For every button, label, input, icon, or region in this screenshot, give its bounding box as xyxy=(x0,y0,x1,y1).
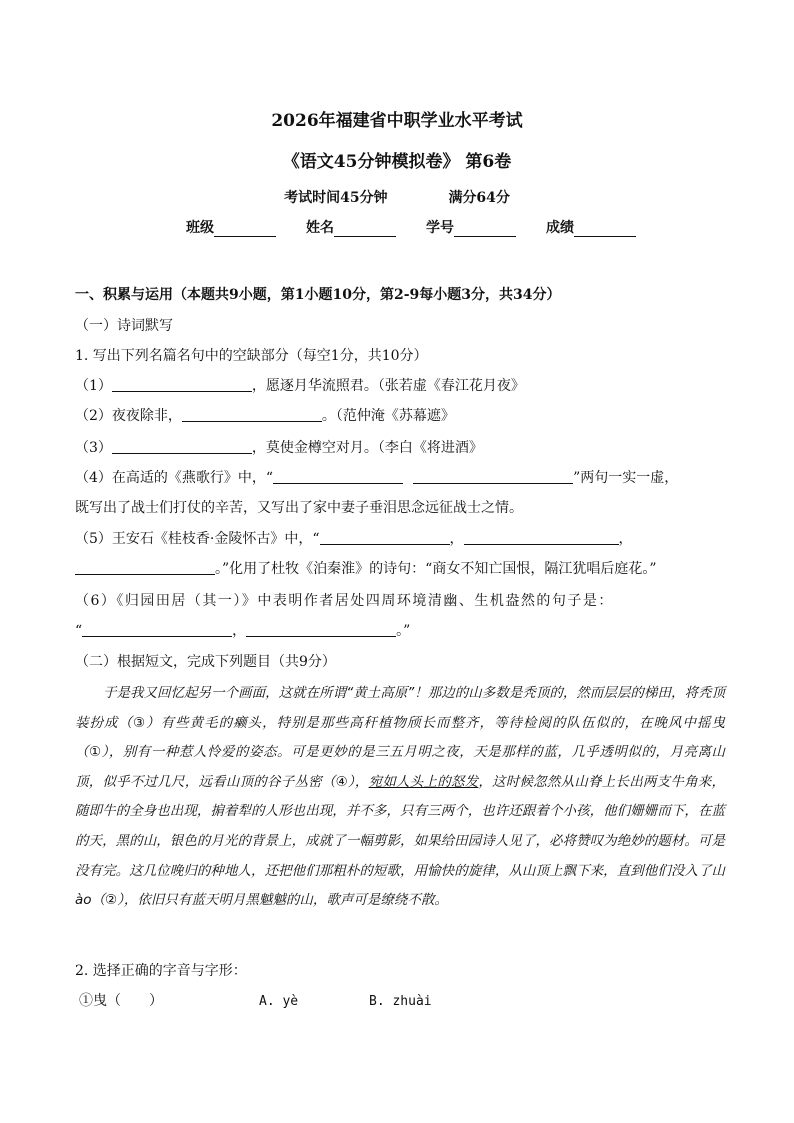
answer-blank[interactable] xyxy=(413,469,573,484)
answer-blank[interactable] xyxy=(75,560,215,575)
field-name[interactable] xyxy=(306,217,396,237)
question-2: 2. 选择正确的字音与字形： xyxy=(75,963,247,979)
item-4-line2: 既写出了战士们打仗的辛苦，又写出了家中妻子垂泪思念远征战士之情。 xyxy=(75,500,523,516)
answer-blank[interactable] xyxy=(112,439,252,454)
question-1: 1. 写出下列名篇名句中的空缺部分（每空1分，共10分） xyxy=(75,348,428,364)
field-score[interactable] xyxy=(546,217,636,237)
student-info-fields xyxy=(186,217,666,237)
item-text: ”两句一实一虚， xyxy=(573,470,679,486)
passage-text: ，这时候忽然从山脊上长出两支牛角来，随即牛的全身也出现，掮着犁的人形也出现，并不多，只有三两个，也许还跟着个小孩，他们姗姗而下，在蓝的天，黑的山，银色的月光的背景上，成就了一幅剪影，如果给田园诗人见了，必将赞叹为绝妙的题材。可是没有完。这几位晚归的种地人，还把他们那粗朴的短歌，用愉快的旋律，从山顶上飘下来，直到他们没入了山ào（②），依旧只有蓝天明月黑魆魆的山，歌声可是缭绕不散。 xyxy=(75,773,726,909)
field-student-id[interactable] xyxy=(426,217,516,237)
field-label: 学号 xyxy=(426,220,454,236)
item-3 xyxy=(75,437,735,457)
section-heading: 一、积累与运用（本题共9小题，第1小题10分，第2-9每小题3分，共34分） xyxy=(75,287,561,303)
item-text: ， xyxy=(449,531,464,547)
part1-heading: （一）诗词默写 xyxy=(75,318,173,334)
item-text: 。”化用了杜牧《泊秦淮》的诗句：“商女不知亡国恨，隔江犹唱后庭花。” xyxy=(215,561,657,577)
item-text: “ xyxy=(75,623,83,639)
fill-line xyxy=(574,220,636,237)
reading-passage xyxy=(75,679,725,916)
item-2 xyxy=(75,405,735,425)
exam-meta xyxy=(0,187,794,207)
answer-blank[interactable] xyxy=(182,407,322,422)
item-text: ，愿逐月华流照君。（张若虚《春江花月夜》 xyxy=(251,378,525,394)
exam-score-total: 满分64分 xyxy=(448,190,510,206)
item-6: （6）《归园田居（其一）》中表明作者居处四周环境清幽、生机盎然的句子是： xyxy=(75,593,614,609)
exam-time: 考试时间45分钟 xyxy=(284,190,388,206)
answer-blank[interactable] xyxy=(273,469,403,484)
exam-title: 2026年福建省中职学业水平考试 xyxy=(271,111,523,131)
exam-subtitle: 《语文45分钟模拟卷》 第6卷 xyxy=(282,152,512,172)
fill-line xyxy=(454,220,516,237)
field-label: 班级 xyxy=(186,220,214,236)
item-text: 。” xyxy=(396,623,411,639)
item-5-line2 xyxy=(75,558,735,578)
item-text: （2）夜夜除非， xyxy=(75,408,182,424)
item-text: ， xyxy=(232,623,247,639)
item-6-line2 xyxy=(75,620,735,640)
field-label: 成绩 xyxy=(546,220,574,236)
item-text: 。（范仲淹《苏幕遮》 xyxy=(321,408,455,424)
item-text: （4）在高适的《燕歌行》中，“ xyxy=(75,470,274,486)
passage-text: 于是我又回忆起另一个画面，这就在所谓“黄土高原”！那边的山多数是秃顶的，然而层层的梯田，将秃顶装扮成（③）有些黄毛的癞头，特别是那些高秆植物颀长而整齐，等待检阅的队伍似的，在晚风中摇曳（①），别有一种惹人怜爱的姿态。可是更妙的是三五月明之夜，天是那样的蓝，几乎透明似的，月亮离山顶，似乎不过几尺，远看山顶的谷子丛密（④）， xyxy=(75,685,725,790)
fill-line xyxy=(214,220,276,237)
item-text: （5）王安石《桂枝香·金陵怀古》中，“ xyxy=(75,531,320,547)
item-text: （3） xyxy=(75,440,112,456)
item-text: （1） xyxy=(75,378,112,394)
item-1 xyxy=(75,375,735,395)
passage-underlined: 宛如人头上的怒发 xyxy=(368,773,479,790)
option-b[interactable]: B. zhuài xyxy=(369,994,432,1009)
answer-blank[interactable] xyxy=(320,530,450,545)
answer-blank[interactable] xyxy=(112,377,252,392)
fill-line xyxy=(334,220,396,237)
item-4 xyxy=(75,467,735,487)
option-a[interactable]: A. yè xyxy=(259,994,299,1009)
field-label: 姓名 xyxy=(306,220,334,236)
field-class[interactable] xyxy=(186,217,276,237)
answer-blank[interactable] xyxy=(246,622,396,637)
answer-blank[interactable] xyxy=(82,622,232,637)
question-2-item xyxy=(75,990,735,1010)
answer-blank[interactable] xyxy=(464,530,619,545)
item-text: ， xyxy=(618,531,633,547)
item-text: ，莫使金樽空对月。（李白《将进酒》 xyxy=(251,440,483,456)
part2-heading: （二）根据短文，完成下列题目（共9分） xyxy=(75,654,336,670)
item-text: ①曳（ ） xyxy=(79,993,163,1009)
item-5 xyxy=(75,528,735,548)
